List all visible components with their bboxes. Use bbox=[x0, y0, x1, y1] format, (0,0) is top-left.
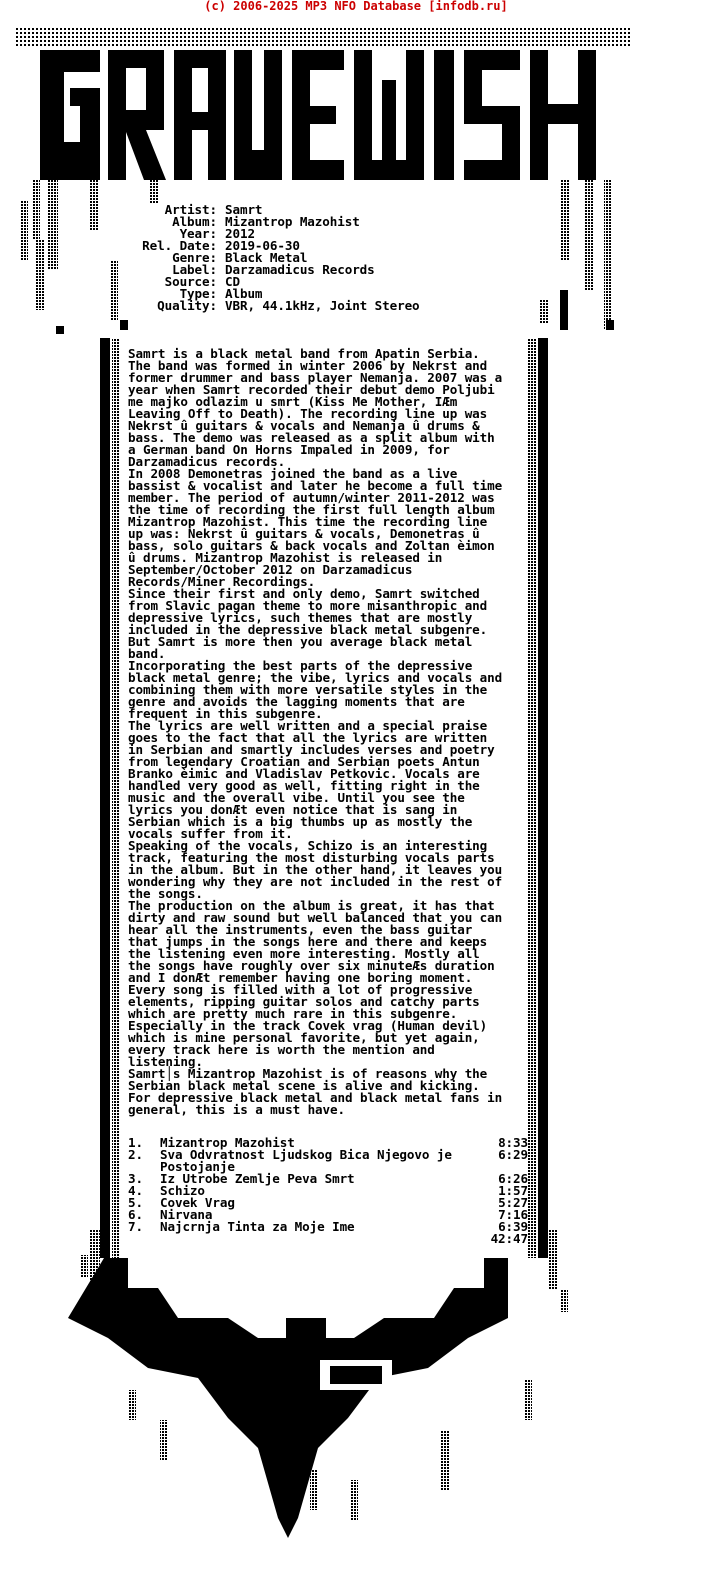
info-value: 2012 bbox=[225, 226, 255, 241]
track-duration: 6:39 bbox=[498, 1219, 528, 1234]
track-duration: 5:27 bbox=[498, 1195, 528, 1210]
track-number: 3. bbox=[128, 1171, 143, 1186]
description-paragraph: The lyrics are well written and a special praise goes to the fact that all the lyrics are written in Serbian and smartly includes verses and poetry from legendary Croatian and Serbian poets Antun Branko èimic and Vladislav Petkovic. Vocals are handled very good as well, fitting right in the music and the overall vibe. Until you see the lyrics you donÆt even notice that is sang in Serbian which is a big thumbs up as mostly the vocals suffer from it. bbox=[128, 718, 495, 841]
info-label: Genre: bbox=[172, 250, 217, 265]
description-paragraph: Since their first and only demo, Samrt switched from Slavic pagan theme to more misanthropic and depressive lyrics, such themes that are mostly included in the depressive black metal subgenre. But Samrt is more then you average black metal band. bbox=[128, 586, 488, 661]
description bbox=[128, 348, 502, 1116]
info-row bbox=[132, 276, 420, 288]
info-label: Album: bbox=[172, 214, 217, 229]
track-number: 6. bbox=[128, 1207, 143, 1222]
track-title: Mizantrop Mazohist bbox=[160, 1135, 295, 1150]
info-value: Mizantrop Mazohist bbox=[225, 214, 360, 229]
track-row bbox=[128, 1149, 528, 1173]
total-row bbox=[128, 1233, 528, 1245]
description-paragraph: In 2008 Demonetras joined the band as a live bassist & vocalist and later he become a full time member. The period of autumn/winter 2011-2012 was the time of recording the first full length album Mizantrop Mazohist. This time the recording line up was: Nekrst û guitars & vocals, Demonetras û bass, solo guitars & back vocals and Zoltan èimon û drums. Mizantrop Mazohist is released in September/October 2012 on Darzamadicus Records/Miner Recordings. bbox=[128, 466, 503, 589]
bottom-ornament-art bbox=[68, 1255, 568, 1538]
info-value: 2019-06-30 bbox=[225, 238, 300, 253]
info-label: Rel. Date: bbox=[142, 238, 217, 253]
total-duration: 42:47 bbox=[490, 1231, 528, 1246]
info-label: Year: bbox=[179, 226, 217, 241]
track-title: Nirvana bbox=[160, 1207, 213, 1222]
track-title: Schizo bbox=[160, 1183, 205, 1198]
track-duration: 8:33 bbox=[498, 1135, 528, 1150]
info-row bbox=[132, 300, 420, 312]
track-number: 7. bbox=[128, 1219, 143, 1234]
info-label: Source: bbox=[164, 274, 217, 289]
track-number: 5. bbox=[128, 1195, 143, 1210]
info-value: Album bbox=[225, 286, 263, 301]
info-label: Quality: bbox=[157, 298, 217, 313]
description-paragraph: Samrt│s Mizantrop Mazohist is of reasons why the Serbian black metal scene is alive and kicking. For depressive black metal and black metal fans in general, this is a must have. bbox=[128, 1066, 503, 1117]
track-title: Iz Utrobe Zemlje Peva Smrt bbox=[160, 1171, 355, 1186]
track-number: 2. bbox=[128, 1147, 143, 1162]
track-row bbox=[128, 1221, 528, 1233]
track-duration: 6:29 bbox=[498, 1147, 528, 1162]
track-title: Covek Vrag bbox=[160, 1195, 235, 1210]
info-value: Darzamadicus Records bbox=[225, 262, 375, 277]
info-value: Black Metal bbox=[225, 250, 308, 265]
track-title: Sva Odvratnost Ljudskog Bica Njegovo je Postojanje bbox=[160, 1147, 452, 1174]
track-duration: 1:57 bbox=[498, 1183, 528, 1198]
info-value: Samrt bbox=[225, 202, 263, 217]
track-number: 1. bbox=[128, 1135, 143, 1150]
description-paragraph: Incorporating the best parts of the depressive black metal genre; the vibe, lyrics and vocals and combining them with more versatile styles in the genre and avoids the lagging moments that are frequent in this subgenre. bbox=[128, 658, 503, 721]
track-title: Najcrnja Tinta za Moje Ime bbox=[160, 1219, 355, 1234]
copyright-header: (c) 2006-2025 MP3 NFO Database [infodb.ru] bbox=[204, 0, 508, 13]
description-paragraph: The production on the album is great, it has that dirty and raw sound but well balanced that you can hear all the instruments, even the bass guitar that jumps in the songs here and there and keeps the listening even more interesting. Mostly all the songs have roughly over six minuteÆs duration and I donÆt remember having one boring moment. Every song is filled with a lot of progressive elements, ripping guitar solos and catchy parts which are pretty much rare in this subgenre. Especially in the track Covek vrag (Human devil) which is mine personal favorite, but yet again, every track here is worth the mention and listening. bbox=[128, 898, 503, 1069]
track-duration: 6:26 bbox=[498, 1171, 528, 1186]
info-label: Label: bbox=[172, 262, 217, 277]
description-paragraph: Speaking of the vocals, Schizo is an interesting track, featuring the most disturbing vocals parts in the album. But in the other hand, it leaves you wondering why they are not included in the rest of the songs. bbox=[128, 838, 503, 901]
info-label: Artist: bbox=[164, 202, 217, 217]
track-number: 4. bbox=[128, 1183, 143, 1198]
info-label: Type: bbox=[179, 286, 217, 301]
track-duration: 7:16 bbox=[498, 1207, 528, 1222]
info-value: CD bbox=[225, 274, 240, 289]
info-value: VBR, 44.1kHz, Joint Stereo bbox=[225, 298, 420, 313]
info-row bbox=[132, 216, 420, 228]
description-paragraph: Samrt is a black metal band from Apatin Serbia. The band was formed in winter 2006 by Nekrst and former drummer and bass player Nemanja. 2007 was a year when Samrt recorded their debut demo Poljubi me majko odlazim u smrt (Kiss Me Mother, IÆm Leaving Off to Death). The recording line up was Nekrst û guitars & vocals and Nemanja û drums & bass. The demo was released as a split album with a German band On Horns Impaled in 2009, for Darzamadicus records. bbox=[128, 346, 503, 469]
track-list bbox=[128, 1137, 528, 1245]
release-info bbox=[132, 204, 420, 312]
